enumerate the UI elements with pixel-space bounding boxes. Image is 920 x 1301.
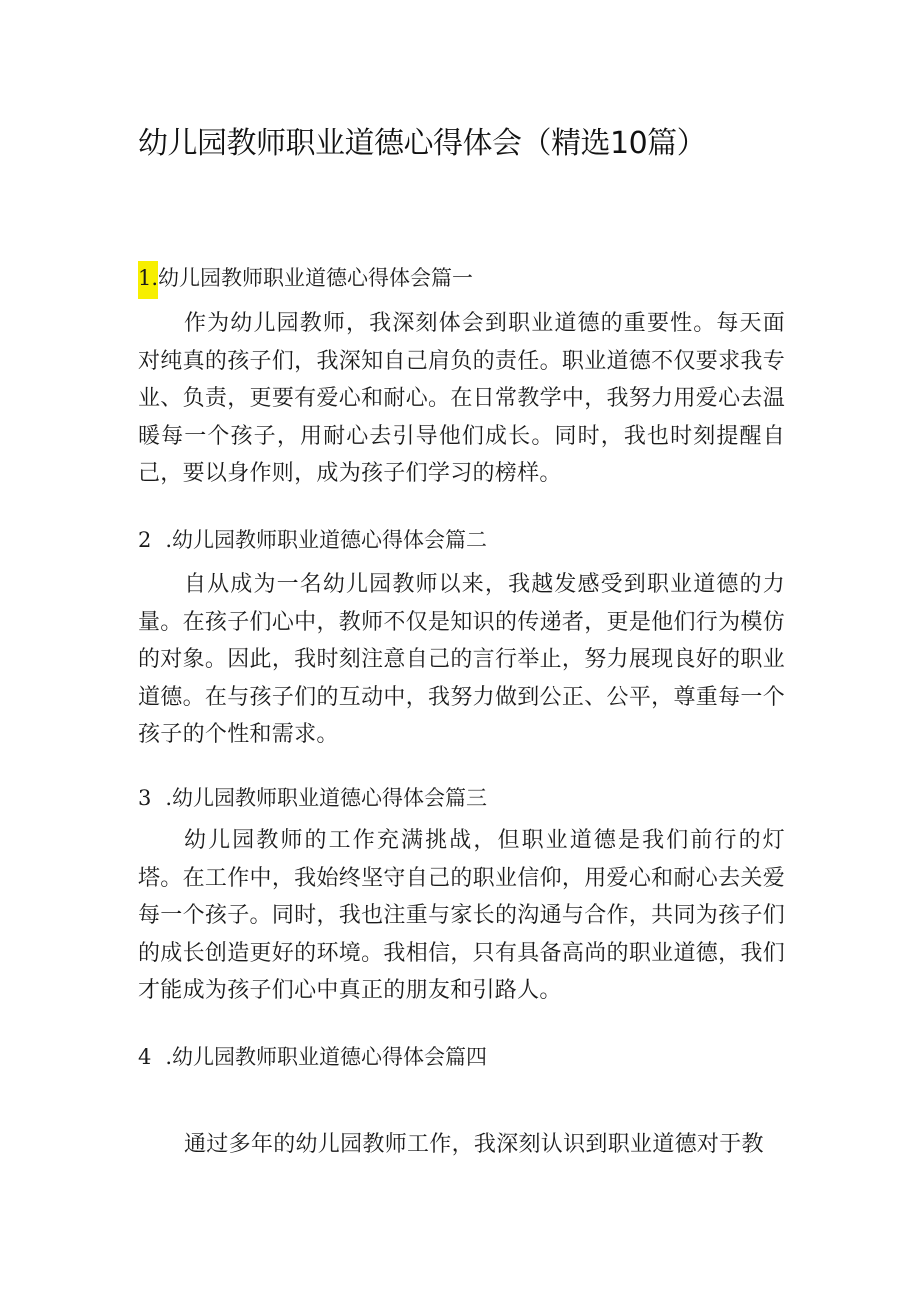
section-number-3: 3 — [138, 786, 152, 810]
section-body-4: 通过多年的幼儿园教师工作，我深刻认识到职业道德对于教 — [184, 1132, 764, 1157]
section-body-3: 幼儿园教师的工作充满挑战，但职业道德是我们前行的灯塔。在工作中，我始终坚守自己的职业信仰，用爱心和耐心去关爱每一个孩子。同时，我也注重与家长的沟通与合作，共同为孩子们的成长创造更好的环境。我相信，只有具备高尚的职业道德，我们才能成为孩子们心中真正的朋友和引路人。 — [138, 828, 785, 1003]
section-body-1: 作为幼儿园教师，我深刻体会到职业道德的重要性。每天面对纯真的孩子们，我深知自己肩负的责任。职业道德不仅要求我专业、负责，更要有爱心和耐心。在日常教学中，我努力用爱心去温暖每一个孩子，用耐心去引导他们成长。同时，我也时刻提醒自己，要以身作则，成为孩子们学习的榜样。 — [138, 311, 785, 486]
section-heading-2 — [138, 525, 487, 555]
section-title-4: .幼儿园教师职业道德心得体会篇四 — [165, 1045, 488, 1069]
section-title-2: .幼儿园教师职业道德心得体会篇二 — [165, 528, 488, 552]
section-body-2: 自从成为一名幼儿园教师以来，我越发感受到职业道德的力量。在孩子们心中，教师不仅是知识的传递者，更是他们行为模仿的对象。因此，我时刻注意自己的言行举止，努力展现良好的职业道德。在与孩子们的互动中，我努力做到公正、公平，尊重每一个孩子的个性和需求。 — [138, 572, 785, 747]
document-title: 幼儿园教师职业道德心得体会（精选10篇） — [138, 126, 707, 161]
section-number-1: 1. — [138, 261, 158, 299]
section-heading-3 — [138, 783, 487, 813]
section-heading-1 — [138, 261, 473, 299]
section-title-3: .幼儿园教师职业道德心得体会篇三 — [165, 786, 488, 810]
section-heading-4 — [138, 1042, 487, 1072]
section-title-1: 幼儿园教师职业道德心得体会篇一 — [158, 266, 474, 290]
section-number-2: 2 — [138, 528, 152, 552]
section-number-4: 4 — [138, 1045, 152, 1069]
